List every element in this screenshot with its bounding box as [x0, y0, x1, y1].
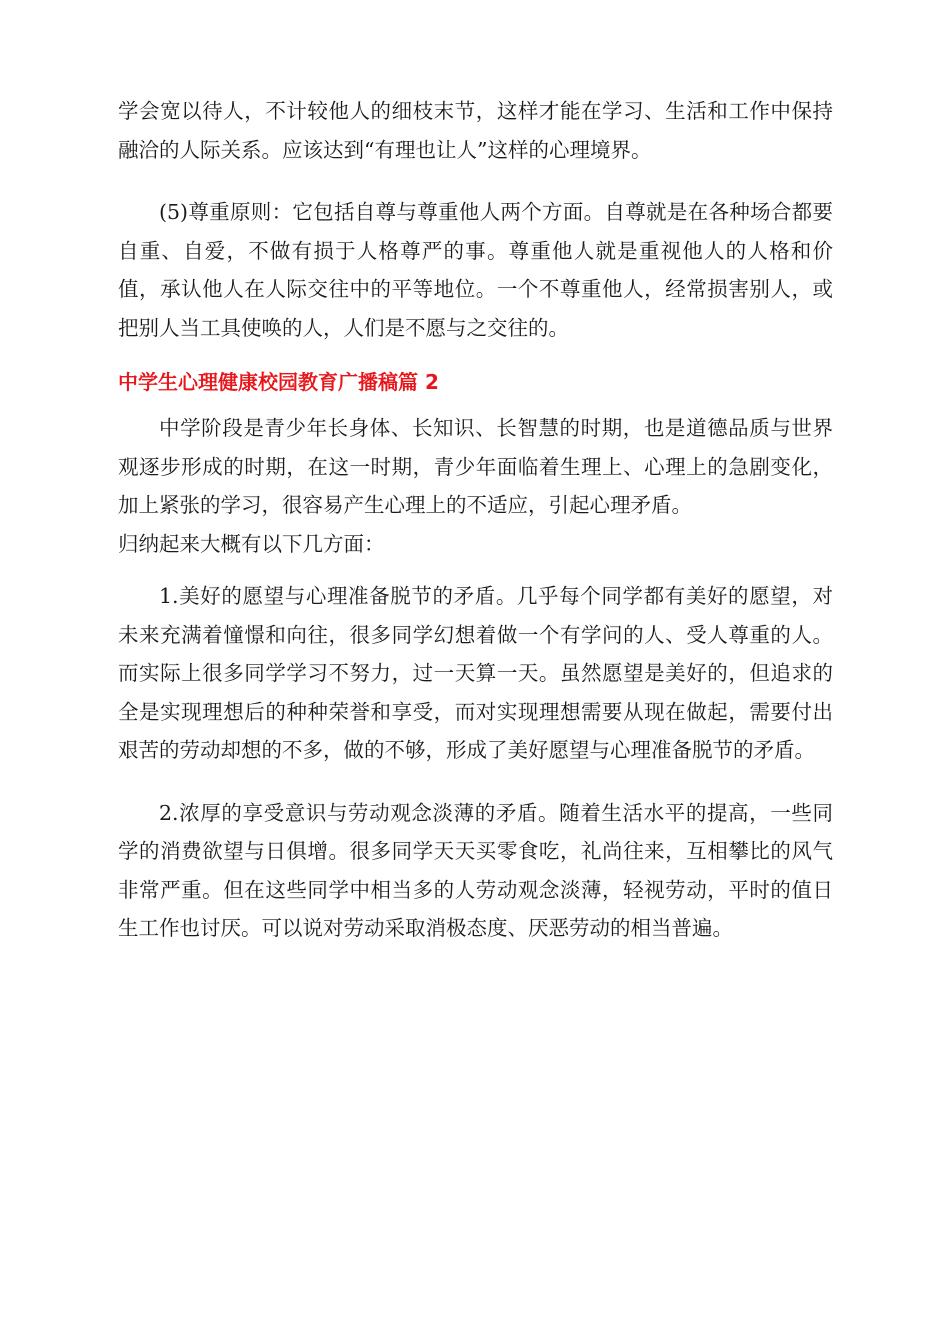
- paragraph-point-2: 2.浓厚的享受意识与劳动观念淡薄的矛盾。随着生活水平的提高，一些同学的消费欲望与日俱增。很多同学天天买零食吃，礼尚往来，互相攀比的风气非常严重。但在这些同学中相当多的人劳动观念淡薄，轻视劳动，平时的值日生工作也讨厌。可以说对劳动采取消极态度、厌恶劳动的相当普遍。: [118, 800, 833, 940]
- paragraph-middle-school-stage: 中学阶段是青少年长身体、长知识、长智慧的时期，也是道德品质与世界观逐步形成的时期，在这一时期，青少年面临着生理上、心理上的急剧变化，加上紧张的学习，很容易产生心理上的不适应，引起心理矛盾。: [118, 416, 833, 517]
- paragraph-intro-end: 学会宽以待人，不计较他人的细枝末节，这样才能在学习、生活和工作中保持融洽的人际关系。应该达到“有理也让人”这样的心理境界。: [118, 99, 833, 162]
- section-heading: 中学生心理健康校园教育广播稿篇 2: [118, 370, 439, 394]
- paragraph-summary: 归纳起来大概有以下几方面：: [118, 531, 385, 556]
- paragraph-respect-principle: (5)尊重原则：它包括自尊与尊重他人两个方面。自尊就是在各种场合都要自重、自爱，不做有损于人格尊严的事。尊重他人就是重视他人的人格和价值，承认他人在人际交往中的平等地位。一个不尊重他人，经常损害别人，或把别人当工具使唤的人，人们是不愿与之交往的。: [118, 200, 833, 340]
- paragraph-point-1: 1.美好的愿望与心理准备脱节的矛盾。几乎每个同学都有美好的愿望，对未来充满着憧憬和向往，很多同学幻想着做一个有学问的人、受人尊重的人。而实际上很多同学学习不努力，过一天算一天。虽然愿望是美好的，但追求的全是实现理想后的种种荣誉和享受，而对实现理想需要从现在做起，需要付出艰苦的劳动却想的不多，做的不够，形成了美好愿望与心理准备脱节的矛盾。: [118, 584, 833, 762]
- document-body: [118, 92, 833, 948]
